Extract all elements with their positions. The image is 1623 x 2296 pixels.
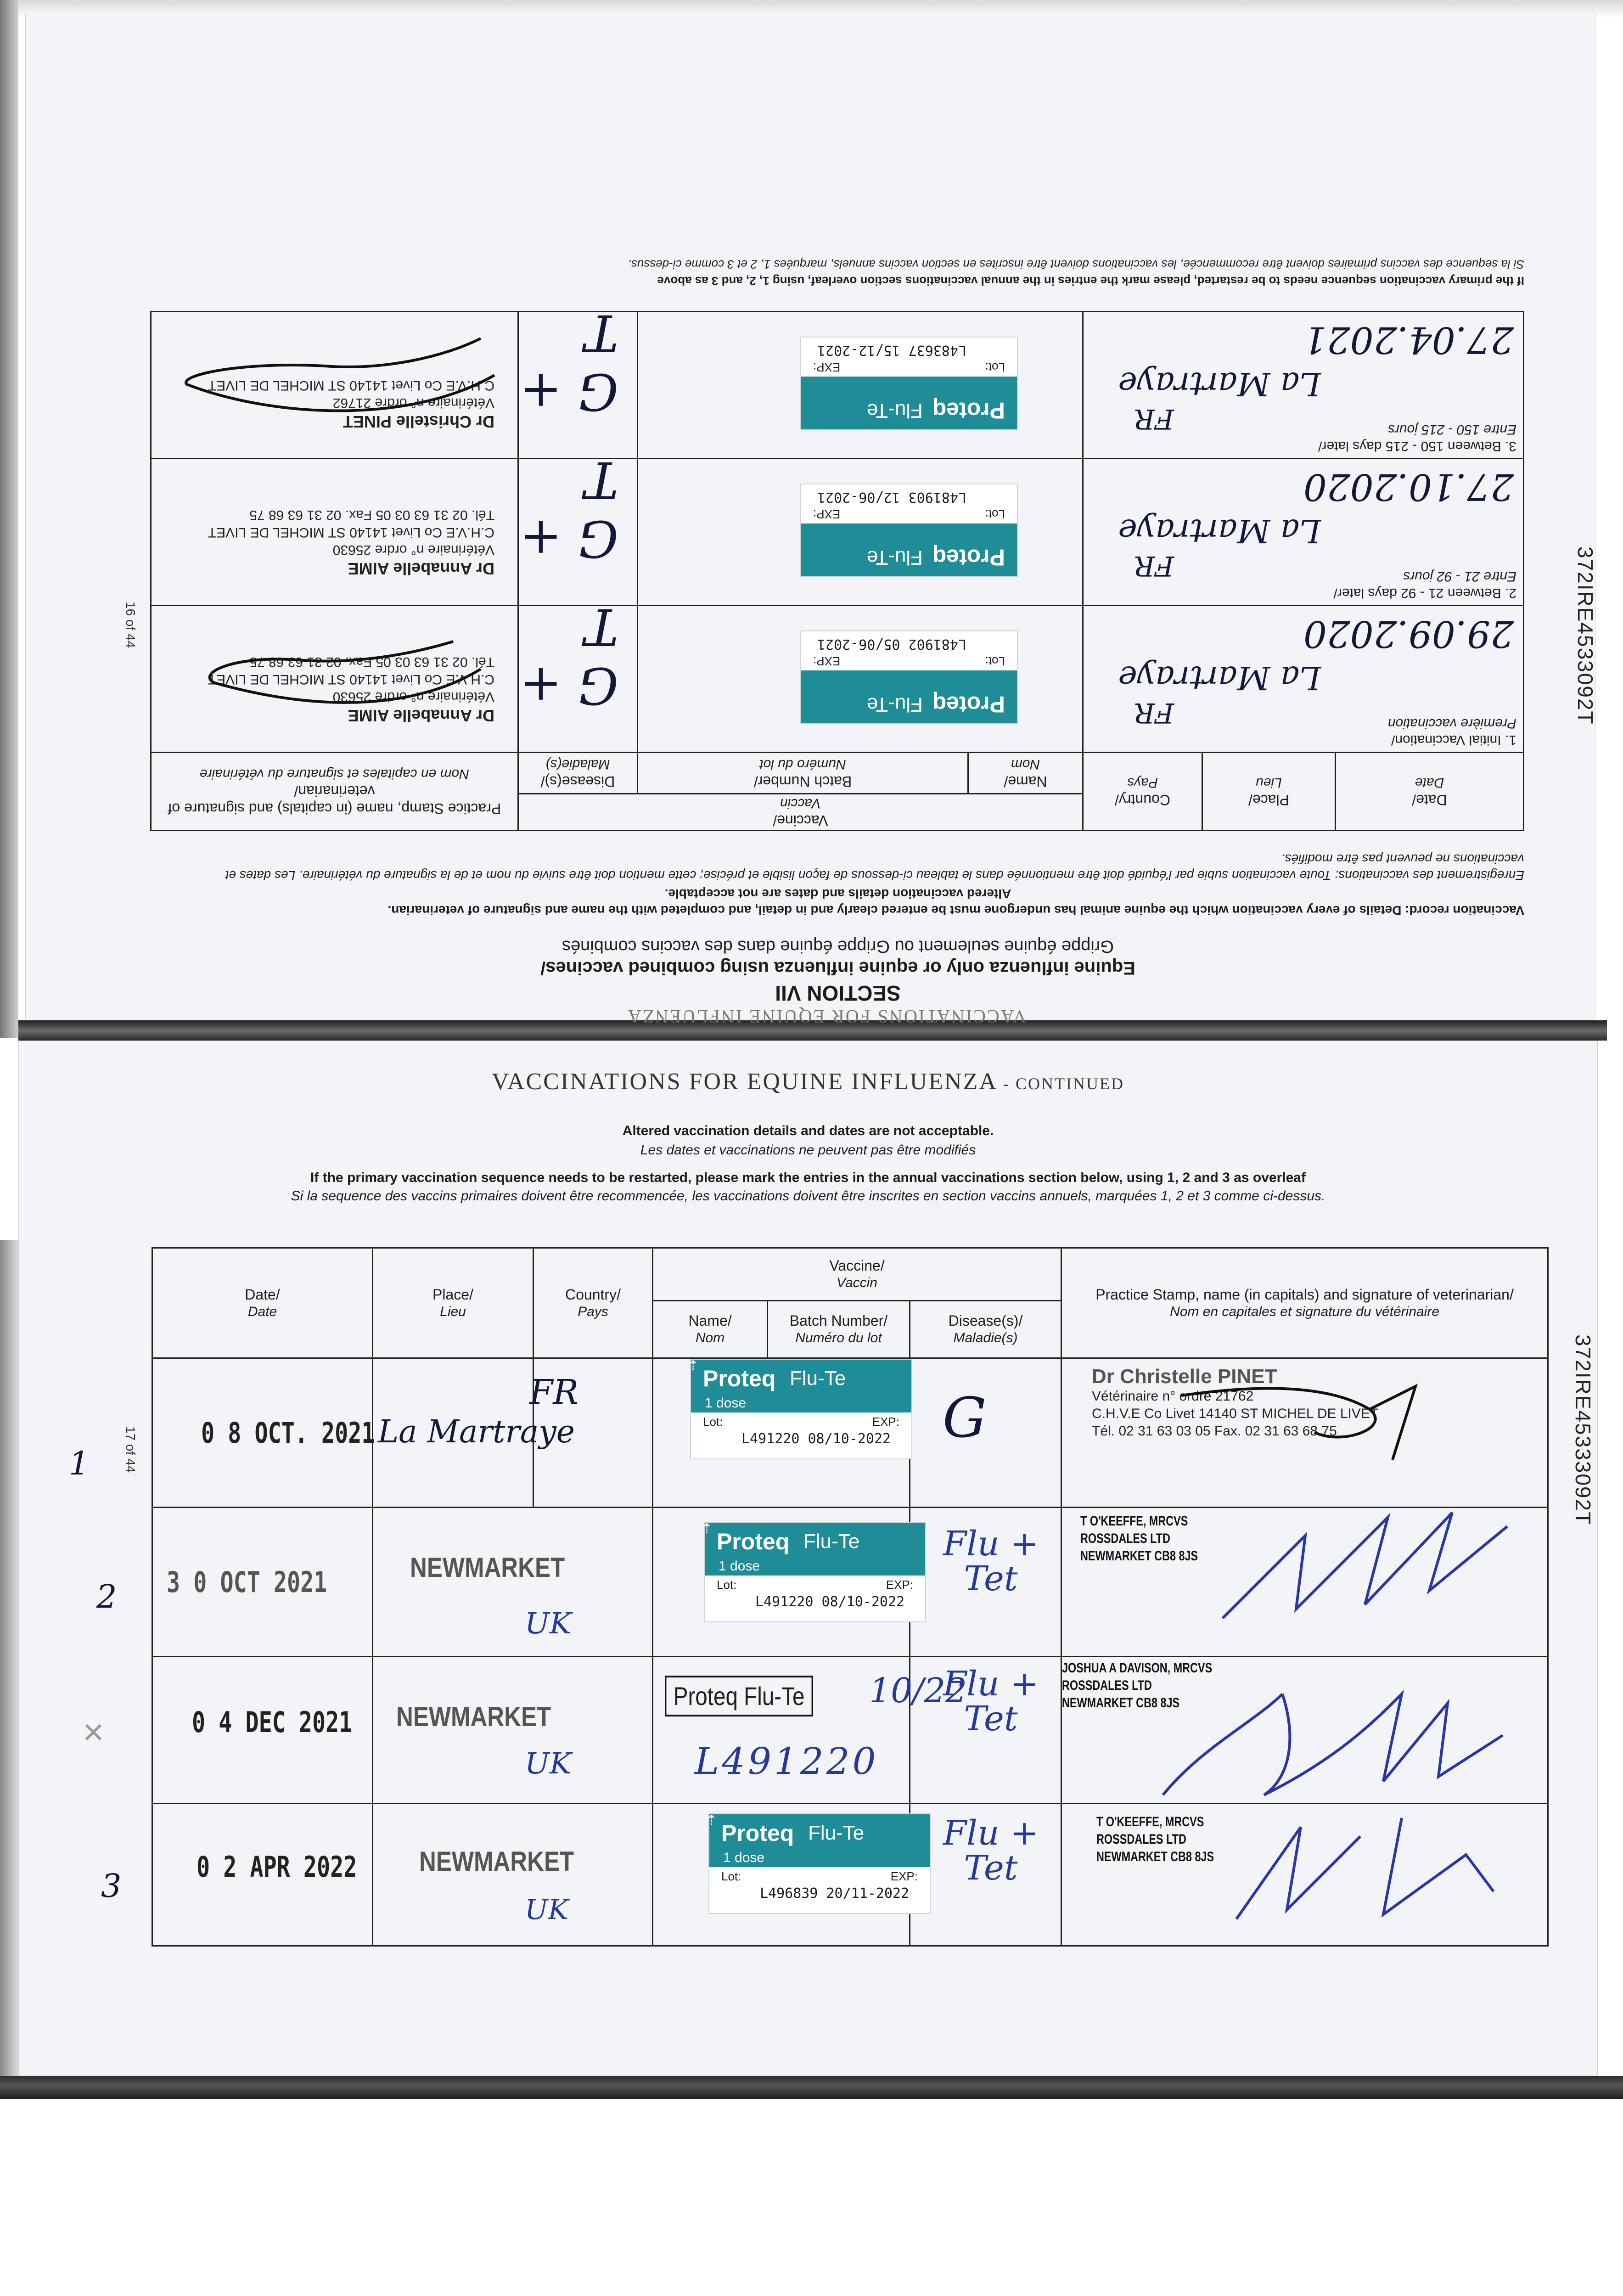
col-disease: Disease(s)/ Maladie(s) [518,753,637,794]
row-label-fr: Entre 21 - 92 jours [1403,569,1516,584]
date-cell [152,1804,373,1946]
annual-vaccination-table [152,1247,1549,1947]
vet-line1: Vétérinaire n° ordre 21762 [1092,1389,1254,1404]
country-handwritten: UK [525,1607,572,1641]
col-practice-stamp: Practice Stamp, name (in capitals) and signature of veterinarian/ Nom en capitales et signature du vétérinaire [151,753,518,831]
margin-mark-1: 1 [69,1445,90,1482]
row-label-fr: Entre 150 - 215 jours [1387,422,1516,437]
practice-stamp-cell [1061,1657,1548,1804]
vaccine-rubber-stamp: Proteq Flu-Te [665,1676,813,1716]
country-handwritten: FR [529,1373,579,1412]
disease-handwritten: G [943,1386,987,1450]
vaccine-label-sticker [800,484,1018,577]
arrow-up-icon: ⇡ [687,1358,699,1373]
exp-label: EXP: [886,1578,913,1592]
date-cell [152,1358,373,1508]
country-handwritten: FR [1134,403,1174,435]
record-note-en2: Altered vaccination details and dates are not acceptable. [664,887,1011,901]
brand-name: Proteq [717,1529,790,1554]
vet-name: T O'KEEFFE, MRCVS [1096,1814,1204,1829]
disease-cell [910,1358,1061,1508]
date-cell [152,1657,373,1804]
country-handwritten: FR [1134,550,1174,582]
row-label-fr: Première vaccination [1387,716,1516,731]
vet-line2: C.H.V.E Co Livet 14140 ST MICHEL DE LIVET [208,378,494,393]
col-vaccine: Vaccine/ Vaccin [653,1248,1061,1301]
product-name: Flu-Te [803,1530,860,1553]
batch-code: L481902 05/06-2021 [817,636,966,652]
vaccine-label-sticker [708,1813,931,1914]
date-place-cell [1083,459,1524,606]
vaccine-cell [653,1804,918,1946]
restart-note-en: If the primary vaccination sequence needs to be restarted, please mark the entries in the annual vaccinations section below, using 1, 2 and 3 as overleaf [310,1170,1306,1185]
vet-line2: NEWMARKET CB8 8JS [1062,1695,1180,1711]
lot-label: Lot: [985,360,1005,374]
vaccine-cell [653,1657,967,1804]
record-note-en: Vaccination record: Details of every vaccination which the equine animal has undergone must be entered clearly and in detail, and completed with the name and signature of veterinarian. [387,903,1524,917]
place-handwritten: La Martraye [1118,659,1321,697]
vet-line2: C.H.V.E Co Livet 14140 ST MICHEL DE LIVET [1092,1406,1379,1421]
vet-stamp [1096,1813,1214,1866]
exp-handwritten: 10/22 [869,1671,967,1711]
brand-name: Proteq [932,692,1005,717]
vet-name: Dr Annabelle AIME [348,706,494,725]
col-batch: Batch Number/ Numéro du lot [768,1301,910,1358]
product-name: Flu-Te [866,693,923,716]
date-stamp: 0 4 DEC 2021 [192,1705,353,1739]
vet-line3: Tél. 02 31 63 03 05 Fax. 02 31 63 68 75 [249,654,494,670]
primary-vaccination-table [150,304,1524,831]
batch-code: L483637 15/12-2021 [817,342,966,358]
exp-label: EXP: [890,1869,918,1883]
vet-name: T O'KEEFFE, MRCVS [1080,1514,1188,1529]
vet-line3: Tél. 02 31 63 03 05 Fax. 02 31 63 68 75 [249,507,494,523]
margin-mark-x: × [83,1711,104,1752]
vet-signature [1145,1666,1539,1804]
vaccine-cell [653,1508,913,1657]
place-cell [373,1508,653,1657]
exp-label: EXP: [813,507,841,521]
passport-id-code-16: 372IRE453309​2T [1573,546,1597,725]
vet-line1: ROSSDALES LTD [1080,1531,1170,1546]
lot-label: Lot: [721,1869,741,1883]
vet-name: Dr Christelle PINET [1092,1365,1277,1388]
page-number-16: 16 of 44 [124,602,138,648]
passport-id-code-17: 372IRE4533309​2T [1571,1334,1595,1526]
vet-signature [168,325,499,444]
vet-line3: Tél. 02 31 63 03 05 Fax. 02 31 63 68 75 [1092,1424,1337,1439]
lot-label: Lot: [985,654,1005,668]
vaccine-cell [653,1358,910,1508]
vet-name: Dr Annabelle AIME [348,559,494,578]
restart-note-fr: Si la sequence des vaccins primaires doivent être recommencée, les vaccinations doivent être inscrites en section vaccins annuels, marquées 1, 2 et 3 comme ci-dessus. [291,1188,1325,1204]
page-16-content-rotated [152,129,1524,1010]
date-stamp: 0 8 OCT. 2021 [201,1416,375,1450]
dose-label: 1 dose [723,1850,765,1865]
vet-stamp [1080,1513,1198,1565]
col-disease: Disease(s)/ Maladie(s) [910,1301,1061,1358]
table-row [152,1358,1548,1508]
table-row [151,606,1523,753]
product-name: Flu-Te [866,400,923,422]
lot-handwritten: L491220 [695,1740,879,1783]
vet-signature [1177,1368,1498,1474]
dose-label: 1 dose [705,1396,747,1411]
book-cover-edge-bottom [0,1240,18,2089]
margin-mark-2: 2 [96,1578,117,1615]
disease-handwritten: Flu + Tet [943,1524,1039,1598]
place-stamp: NEWMARKET [410,1552,565,1583]
place-handwritten: La Martraye [378,1414,575,1450]
book-cover-edge-top [0,0,18,1038]
batch-code: L491220 08/10-2022 [741,1431,891,1447]
vet-line2: NEWMARKET CB8 8JS [1096,1849,1214,1864]
product-name: Flu-Te [808,1822,865,1844]
col-practice-stamp: Practice Stamp, name (in capitals) and signature of veterinarian/ Nom en capitales et signature du vétérinaire [1061,1248,1548,1358]
col-country: Country/ Pays [1083,753,1202,831]
page-banner: VACCINATIONS FOR EQUINE INFLUENZA - CONTINUED [492,1069,1124,1095]
exp-label: EXP: [813,360,841,374]
vet-name: Dr Christelle PINET [343,412,494,431]
country-handwritten: UK [525,1894,569,1926]
practice-stamp-cell [1061,1804,1548,1946]
brand-name: Proteq [721,1820,794,1846]
subtitle-fr: Grippe équine seulement ou Grippe équine dans des vaccins combinés [562,937,1114,956]
date-stamp: 3 0 OCT 2021 [167,1565,327,1599]
place-stamp: NEWMARKET [396,1701,551,1732]
exp-label: EXP: [872,1415,899,1429]
restart-note-en: If the primary vaccination sequence needs to be restarted, please mark the entries in the annual vaccinations section overleaf, using 1, 2, and 3 as above [657,274,1524,288]
place-stamp: NEWMARKET [419,1846,574,1877]
section-title: SECTION VII [775,981,901,1005]
book-cover-bottom-edge [0,2076,1623,2099]
vaccine-cell [638,312,1083,459]
col-name: Name/ Nom [653,1301,768,1358]
place-handwritten: La Martraye [1118,512,1321,550]
lot-label: Lot: [703,1415,723,1429]
dose-label: 1 dose [719,1559,760,1574]
practice-stamp-cell [151,312,518,459]
vet-name: JOSHUA A DAVISON, MRCVS [1062,1660,1213,1676]
disease-cell [910,1804,1061,1946]
subtitle-en: Equine influenza only or equine influenza using combined vaccines/ [540,958,1135,978]
disease-cell [910,1657,1061,1804]
col-date: Date/ Date [1336,753,1524,831]
vaccine-cell [638,459,1083,606]
vet-line2: C.H.V.E Co Livet 14140 ST MICHEL DE LIVET [208,672,494,687]
country-handwritten: UK [525,1747,572,1781]
lot-label: Lot: [985,507,1005,521]
place-handwritten: La Martraye [1118,365,1321,403]
table-row [151,312,1523,459]
batch-code: L491220 08/10-2022 [755,1594,905,1610]
practice-stamp-cell [1061,1358,1548,1508]
country-cell [529,1358,653,1508]
page-16-header-partial: VACCINATIONS FOR EQUINE INFLUENZA [626,1006,1027,1027]
altered-note-fr: Les dates et vaccinations ne peuvent pas être modifiés [640,1142,976,1158]
vaccine-label-sticker [800,337,1018,430]
vet-signature [1213,1499,1544,1646]
batch-code: L496839 20/11-2022 [760,1885,910,1902]
vaccine-label-sticker [800,630,1018,724]
col-place: Place/ Lieu [1202,753,1336,831]
vet-line1: ROSSDALES LTD [1096,1832,1186,1847]
disease-handwritten: G + T [519,597,618,715]
date-handwritten: 27.04.2021 [1303,319,1514,361]
arrow-up-icon: ⇡ [706,1813,718,1828]
altered-note-en: Altered vaccination details and dates are not acceptable. [622,1123,994,1138]
row-label: 1. Initial Vaccination/ [1391,732,1516,748]
date-place-cell [1083,606,1524,753]
page-17 [18,1041,1598,2076]
practice-stamp-cell [151,459,518,606]
table-row [151,459,1523,606]
date-place-cell [1083,312,1524,459]
record-note-fr: Enregistrement des vaccinations: Toute vaccination subie par l'équidé doit être mentionnée dans le tableau ci-dessous de façon lisible et précise; cette mention doit être suivie du nom et de la signature du vétérinaire. Les dates et vaccinations ne peuvent pas être modifiés. [225,852,1524,883]
table-row [152,1508,1548,1657]
vet-line1: Vétérinaire n° ordre 21762 [332,395,494,411]
col-vaccine: Vaccine/ Vaccin [518,794,1083,831]
page-number-17: 17 of 44 [124,1426,138,1473]
date-cell [152,1508,373,1657]
disease-cell [518,450,637,606]
vaccine-cell [638,606,1083,753]
col-name: Name/ Nom [968,753,1083,794]
row-label: 3. Between 150 - 215 days later/ [1318,439,1516,454]
disease-handwritten: Flu + Tet [943,1813,1039,1888]
col-batch: Batch Number/ Numéro du lot [638,753,968,794]
practice-stamp-cell [1061,1508,1548,1657]
col-date: Date/ Date [152,1248,373,1358]
margin-mark-3: 3 [101,1867,122,1905]
col-place: Place/ Lieu [373,1248,534,1358]
brand-name: Proteq [703,1366,776,1391]
vet-signature [1209,1800,1539,1937]
disease-cell [518,597,637,753]
date-handwritten: 27.10.2020 [1303,466,1514,508]
product-name: Flu-Te [790,1367,846,1390]
brand-name: Proteq [932,398,1005,423]
practice-stamp-cell [151,606,518,753]
table-row [152,1657,1548,1804]
vet-line1: ROSSDALES LTD [1062,1678,1152,1693]
place-cell [373,1657,653,1804]
vet-stamp [208,506,494,577]
lot-label: Lot: [717,1578,737,1592]
exp-label: EXP: [813,654,841,668]
disease-handwritten: G + T [519,450,618,568]
disease-handwritten: G + T [519,304,618,421]
arrow-up-icon: ⇡ [701,1521,713,1536]
col-country: Country/ Pays [534,1248,653,1358]
vet-line1: Vétérinaire n° ordre 25630 [332,689,494,704]
disease-handwritten: Flu + Tet [943,1664,1039,1739]
restart-note-fr: Si la sequence des vaccins primaires doivent être recommencée, les vaccinations doivent être inscrites en section vaccins annuels, marquées 1, 2 et 3 comme ci-dessus. [628,258,1524,271]
vaccine-label-sticker [687,1358,912,1459]
vet-line2: C.H.V.E Co Livet 14140 ST MICHEL DE LIVET [208,525,494,540]
disease-cell [910,1508,1061,1657]
vaccine-label-sticker [701,1521,926,1622]
vet-line1: Vétérinaire n° ordre 25630 [332,542,494,557]
date-handwritten: 29.09.2020 [1303,613,1514,655]
vet-signature [168,623,490,733]
disease-cell [518,304,637,459]
batch-code: L481903 12/06-2021 [817,489,966,505]
row-label: 2. Between 21 - 92 days later/ [1333,585,1516,601]
table-row [152,1804,1548,1946]
product-name: Flu-Te [866,546,923,569]
vet-line2: NEWMARKET CB8 8JS [1080,1548,1198,1564]
date-stamp: 0 2 APR 2022 [197,1850,357,1884]
brand-name: Proteq [932,545,1005,570]
country-handwritten: FR [1134,697,1174,729]
place-cell [373,1804,653,1946]
